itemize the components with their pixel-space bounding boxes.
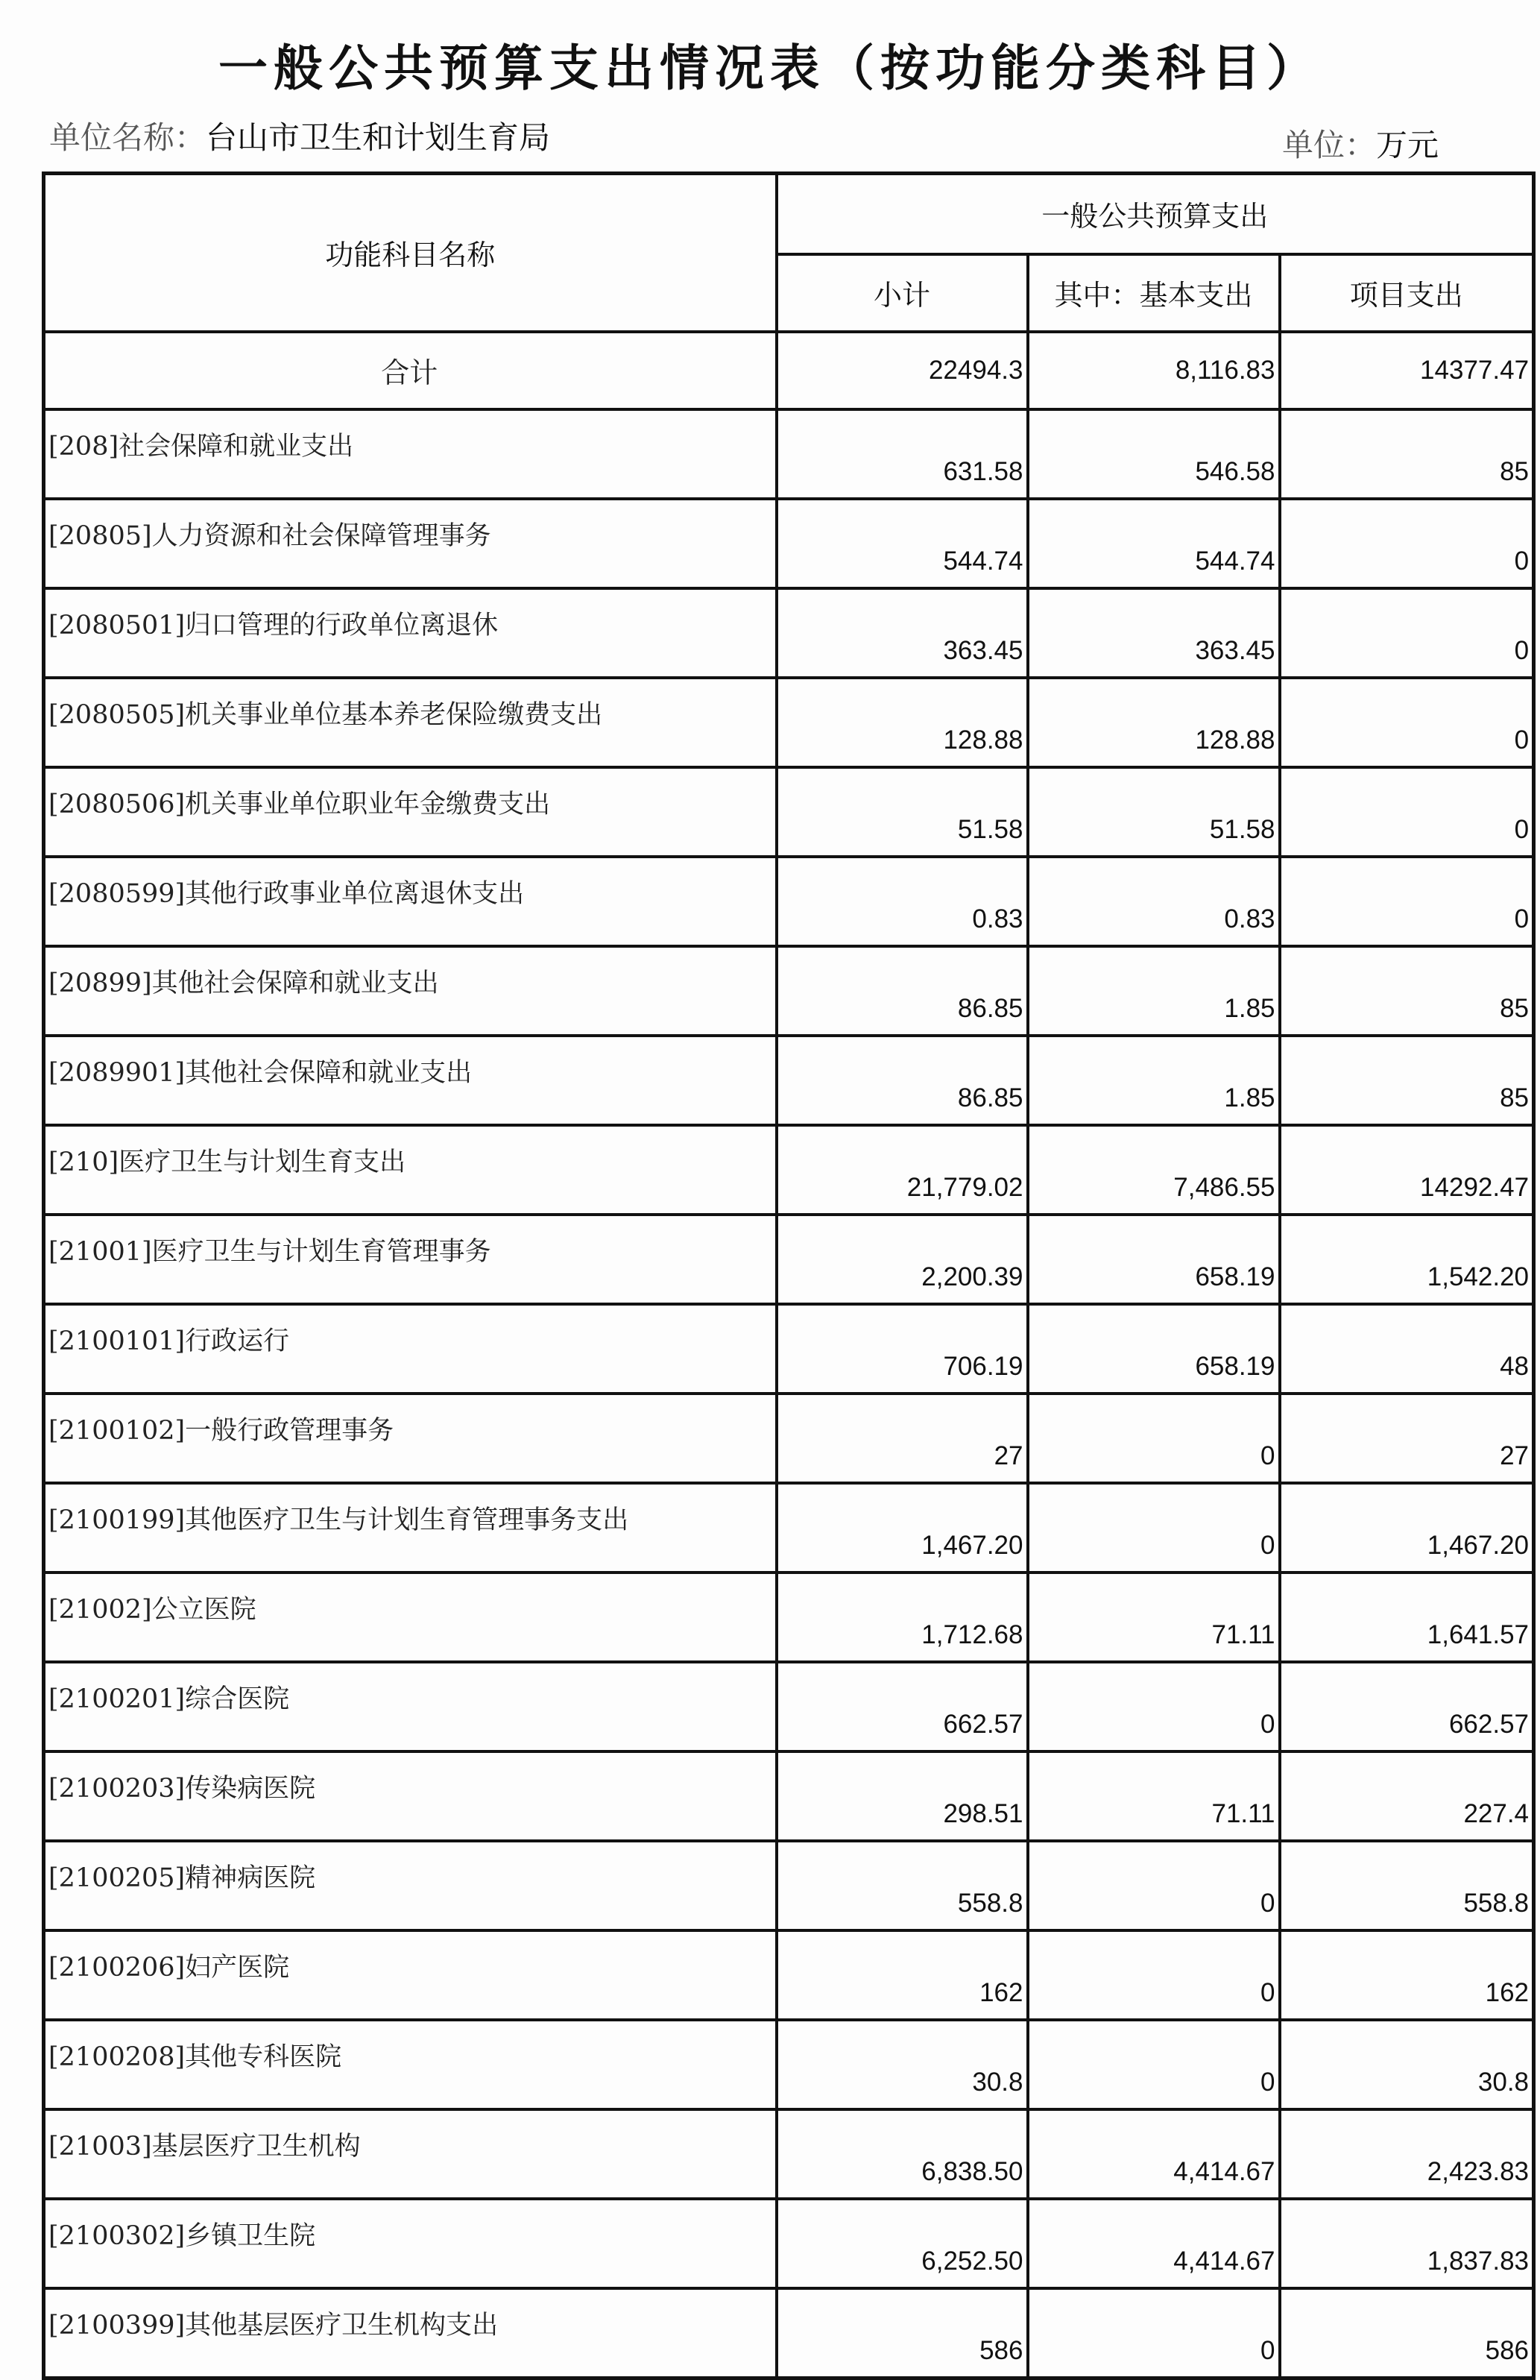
header-group: 一般公共预算支出 — [777, 174, 1534, 254]
row-name: [210]医疗卫生与计划生育支出 — [44, 1125, 777, 1215]
total-row — [44, 332, 1534, 409]
row-name: [2080599]其他行政事业单位离退休支出 — [44, 857, 777, 946]
total-label: 合计 — [44, 332, 777, 409]
row-project: 85 — [1280, 1036, 1534, 1125]
table-row — [44, 1394, 1534, 1483]
row-name: [2100205]精神病医院 — [44, 1841, 777, 1930]
row-basic: 0.83 — [1028, 857, 1280, 946]
row-name: [2080501]归口管理的行政单位离退休 — [44, 588, 777, 678]
row-project: 586 — [1280, 2288, 1534, 2379]
row-project: 2,423.83 — [1280, 2109, 1534, 2199]
row-basic: 51.58 — [1028, 767, 1280, 857]
row-subtotal: 544.74 — [777, 499, 1028, 588]
row-subtotal: 586 — [777, 2288, 1028, 2379]
row-project: 1,467.20 — [1280, 1483, 1534, 1572]
row-name: [208]社会保障和就业支出 — [44, 409, 777, 499]
unit-label: 单位： — [1282, 127, 1377, 163]
row-subtotal: 662.57 — [777, 1662, 1028, 1751]
header-name-col: 功能科目名称 — [44, 174, 777, 332]
row-basic: 0 — [1028, 1483, 1280, 1572]
row-basic: 0 — [1028, 2020, 1280, 2109]
row-basic: 71.11 — [1028, 1751, 1280, 1841]
header-project: 项目支出 — [1280, 254, 1534, 332]
row-basic: 0 — [1028, 1394, 1280, 1483]
header-subtotal: 小计 — [777, 254, 1028, 332]
row-project: 0 — [1280, 678, 1534, 767]
header-basic: 其中：基本支出 — [1028, 254, 1280, 332]
row-project: 1,641.57 — [1280, 1572, 1534, 1662]
row-name: [2100101]行政运行 — [44, 1304, 777, 1394]
row-project: 1,837.83 — [1280, 2199, 1534, 2288]
row-name: [2100302]乡镇卫生院 — [44, 2199, 777, 2288]
unit-name — [49, 113, 550, 158]
row-name: [2100102]一般行政管理事务 — [44, 1394, 777, 1483]
budget-table — [42, 171, 1536, 2380]
total-subtotal: 22494.3 — [777, 332, 1028, 409]
row-subtotal: 128.88 — [777, 678, 1028, 767]
row-project: 14292.47 — [1280, 1125, 1534, 1215]
table-row — [44, 946, 1534, 1036]
row-subtotal: 162 — [777, 1930, 1028, 2020]
row-basic: 0 — [1028, 1662, 1280, 1751]
row-project: 0 — [1280, 499, 1534, 588]
row-basic: 546.58 — [1028, 409, 1280, 499]
row-name: [21001]医疗卫生与计划生育管理事务 — [44, 1215, 777, 1304]
row-subtotal: 2,200.39 — [777, 1215, 1028, 1304]
row-name: [2100199]其他医疗卫生与计划生育管理事务支出 — [44, 1483, 777, 1572]
row-project: 30.8 — [1280, 2020, 1534, 2109]
row-basic: 0 — [1028, 2288, 1280, 2379]
row-subtotal: 6,252.50 — [777, 2199, 1028, 2288]
row-subtotal: 86.85 — [777, 1036, 1028, 1125]
row-name: [20805]人力资源和社会保障管理事务 — [44, 499, 777, 588]
table-row — [44, 1751, 1534, 1841]
row-basic: 71.11 — [1028, 1572, 1280, 1662]
row-basic: 128.88 — [1028, 678, 1280, 767]
table-row — [44, 678, 1534, 767]
table-row — [44, 1304, 1534, 1394]
table-row — [44, 409, 1534, 499]
row-subtotal: 27 — [777, 1394, 1028, 1483]
table-row — [44, 2109, 1534, 2199]
row-basic: 1.85 — [1028, 946, 1280, 1036]
row-project: 48 — [1280, 1304, 1534, 1394]
row-basic: 4,414.67 — [1028, 2199, 1280, 2288]
row-subtotal: 1,467.20 — [777, 1483, 1028, 1572]
unit-value: 万元 — [1376, 127, 1439, 163]
row-basic: 363.45 — [1028, 588, 1280, 678]
row-name: [2089901]其他社会保障和就业支出 — [44, 1036, 777, 1125]
row-subtotal: 706.19 — [777, 1304, 1028, 1394]
row-name: [2100208]其他专科医院 — [44, 2020, 777, 2109]
row-name: [2080506]机关事业单位职业年金缴费支出 — [44, 767, 777, 857]
total-project: 14377.47 — [1280, 332, 1534, 409]
table-row — [44, 2288, 1534, 2379]
row-subtotal: 51.58 — [777, 767, 1028, 857]
row-name: [2100399]其他基层医疗卫生机构支出 — [44, 2288, 777, 2379]
row-project: 227.4 — [1280, 1751, 1534, 1841]
unit-name-label: 单位名称： — [49, 119, 206, 156]
table-row — [44, 2020, 1534, 2109]
row-subtotal: 298.51 — [777, 1751, 1028, 1841]
row-subtotal: 558.8 — [777, 1841, 1028, 1930]
row-basic: 544.74 — [1028, 499, 1280, 588]
row-project: 27 — [1280, 1394, 1534, 1483]
row-project: 0 — [1280, 767, 1534, 857]
row-project: 1,542.20 — [1280, 1215, 1534, 1304]
total-basic: 8,116.83 — [1028, 332, 1280, 409]
row-basic: 4,414.67 — [1028, 2109, 1280, 2199]
row-name: [2100201]综合医院 — [44, 1662, 777, 1751]
row-name: [2100206]妇产医院 — [44, 1930, 777, 2020]
row-basic: 0 — [1028, 1841, 1280, 1930]
row-subtotal: 0.83 — [777, 857, 1028, 946]
row-subtotal: 21,779.02 — [777, 1125, 1028, 1215]
table-row — [44, 1215, 1534, 1304]
row-project: 0 — [1280, 588, 1534, 678]
row-project: 0 — [1280, 857, 1534, 946]
row-basic: 7,486.55 — [1028, 1125, 1280, 1215]
row-project: 662.57 — [1280, 1662, 1534, 1751]
page-title: 一般公共预算支出情况表（按功能分类科目） — [218, 39, 1322, 97]
row-name: [2080505]机关事业单位基本养老保险缴费支出 — [44, 678, 777, 767]
row-project: 162 — [1280, 1930, 1534, 2020]
row-name: [21003]基层医疗卫生机构 — [44, 2109, 777, 2199]
row-basic: 0 — [1028, 1930, 1280, 2020]
table-row — [44, 588, 1534, 678]
row-name: [2100203]传染病医院 — [44, 1751, 777, 1841]
unit-of-measure — [1282, 121, 1439, 166]
table-row — [44, 857, 1534, 946]
table-row — [44, 1930, 1534, 2020]
table-row — [44, 1841, 1534, 1930]
table-row — [44, 499, 1534, 588]
row-basic: 658.19 — [1028, 1304, 1280, 1394]
row-project: 85 — [1280, 946, 1534, 1036]
row-subtotal: 30.8 — [777, 2020, 1028, 2109]
row-subtotal: 363.45 — [777, 588, 1028, 678]
row-basic: 1.85 — [1028, 1036, 1280, 1125]
row-project: 558.8 — [1280, 1841, 1534, 1930]
table-row — [44, 1036, 1534, 1125]
table-row — [44, 1125, 1534, 1215]
table-row — [44, 2199, 1534, 2288]
table-row — [44, 1572, 1534, 1662]
row-subtotal: 631.58 — [777, 409, 1028, 499]
row-subtotal: 86.85 — [777, 946, 1028, 1036]
unit-name-value: 台山市卫生和计划生育局 — [206, 119, 551, 156]
row-subtotal: 1,712.68 — [777, 1572, 1028, 1662]
table-row — [44, 767, 1534, 857]
row-basic: 658.19 — [1028, 1215, 1280, 1304]
row-project: 85 — [1280, 409, 1534, 499]
table-row — [44, 1662, 1534, 1751]
table-row — [44, 1483, 1534, 1572]
row-name: [21002]公立医院 — [44, 1572, 777, 1662]
row-subtotal: 6,838.50 — [777, 2109, 1028, 2199]
row-name: [20899]其他社会保障和就业支出 — [44, 946, 777, 1036]
